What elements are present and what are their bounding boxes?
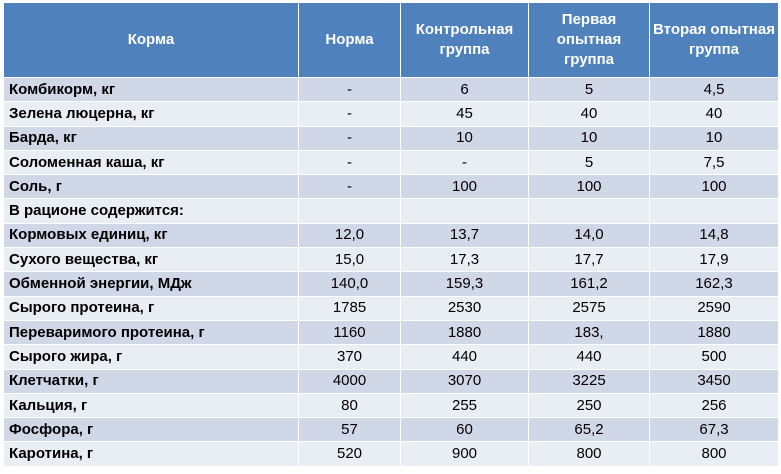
header-feed: Корма [4,3,299,78]
table-row [4,223,779,247]
control-cell: 1880 [401,320,529,344]
norm-cell: 520 [299,442,401,466]
row-label: Соль, г [4,175,299,199]
control-cell: 3070 [401,369,529,393]
norm-cell: - [299,102,401,126]
exp1-cell: 100 [529,175,650,199]
table-row [4,296,779,320]
table-row [4,442,779,466]
exp1-cell: 440 [529,345,650,369]
exp1-cell: 10 [529,126,650,150]
row-label: В рационе содержится: [4,199,299,223]
row-label: Сырого протеина, г [4,296,299,320]
exp1-cell: 14,0 [529,223,650,247]
control-cell: 17,3 [401,248,529,272]
table-row [4,199,779,223]
exp2-cell: 14,8 [650,223,779,247]
exp2-cell: 4,5 [650,78,779,102]
control-cell: 255 [401,393,529,417]
exp1-cell: 2575 [529,296,650,320]
exp2-cell: 67,3 [650,418,779,442]
row-label: Каротина, г [4,442,299,466]
norm-cell: 57 [299,418,401,442]
row-label: Сырого жира, г [4,345,299,369]
exp2-cell: 100 [650,175,779,199]
control-cell: 100 [401,175,529,199]
table-header [4,3,779,78]
table-row [4,272,779,296]
norm-cell: - [299,175,401,199]
exp2-cell: 800 [650,442,779,466]
norm-cell: 140,0 [299,272,401,296]
control-cell: 6 [401,78,529,102]
exp2-cell: 2590 [650,296,779,320]
norm-cell: 12,0 [299,223,401,247]
row-label: Барда, кг [4,126,299,150]
exp2-cell: 162,3 [650,272,779,296]
table-row [4,150,779,174]
row-label: Комбикорм, кг [4,78,299,102]
norm-cell: - [299,150,401,174]
exp2-cell: 40 [650,102,779,126]
norm-cell: 1160 [299,320,401,344]
control-cell: 900 [401,442,529,466]
exp2-cell: 10 [650,126,779,150]
exp2-cell: 1880 [650,320,779,344]
control-cell: 440 [401,345,529,369]
exp2-cell: 3450 [650,369,779,393]
row-label: Кормовых единиц, кг [4,223,299,247]
row-label: Кальция, г [4,393,299,417]
header-first-experimental-group: Первая опытная группа [529,3,650,78]
control-cell: 45 [401,102,529,126]
norm-cell: 4000 [299,369,401,393]
norm-cell: - [299,78,401,102]
exp1-cell: 800 [529,442,650,466]
control-cell: 60 [401,418,529,442]
table-row [4,175,779,199]
exp2-cell: 500 [650,345,779,369]
table-row [4,369,779,393]
row-label: Переваримого протеина, г [4,320,299,344]
exp1-cell: 3225 [529,369,650,393]
control-cell: 2530 [401,296,529,320]
norm-cell: 15,0 [299,248,401,272]
exp1-cell: 17,7 [529,248,650,272]
row-label: Соломенная каша, кг [4,150,299,174]
table-row [4,320,779,344]
exp1-cell: 183, [529,320,650,344]
norm-cell: 370 [299,345,401,369]
norm-cell: 80 [299,393,401,417]
exp1-cell [529,199,650,223]
table-row [4,345,779,369]
exp1-cell: 40 [529,102,650,126]
table-body [4,78,779,467]
row-label: Клетчатки, г [4,369,299,393]
exp2-cell: 7,5 [650,150,779,174]
row-label: Фосфора, г [4,418,299,442]
control-cell: 13,7 [401,223,529,247]
table-row [4,126,779,150]
exp2-cell: 17,9 [650,248,779,272]
exp1-cell: 161,2 [529,272,650,296]
header-norm: Норма [299,3,401,78]
exp2-cell [650,199,779,223]
row-label: Зелена люцерна, кг [4,102,299,126]
norm-cell: - [299,126,401,150]
exp2-cell: 256 [650,393,779,417]
row-label: Обменной энергии, МДж [4,272,299,296]
ration-table [3,2,779,467]
exp1-cell: 5 [529,78,650,102]
control-cell: 10 [401,126,529,150]
table-row [4,393,779,417]
header-control-group: Контрольная группа [401,3,529,78]
control-cell [401,199,529,223]
table-row [4,418,779,442]
table-row [4,102,779,126]
exp1-cell: 65,2 [529,418,650,442]
table-row [4,78,779,102]
control-cell: - [401,150,529,174]
norm-cell [299,199,401,223]
row-label: Сухого вещества, кг [4,248,299,272]
header-row [4,3,779,78]
norm-cell: 1785 [299,296,401,320]
table-row [4,248,779,272]
header-second-experimental-group: Вторая опытная группа [650,3,779,78]
exp1-cell: 5 [529,150,650,174]
control-cell: 159,3 [401,272,529,296]
exp1-cell: 250 [529,393,650,417]
